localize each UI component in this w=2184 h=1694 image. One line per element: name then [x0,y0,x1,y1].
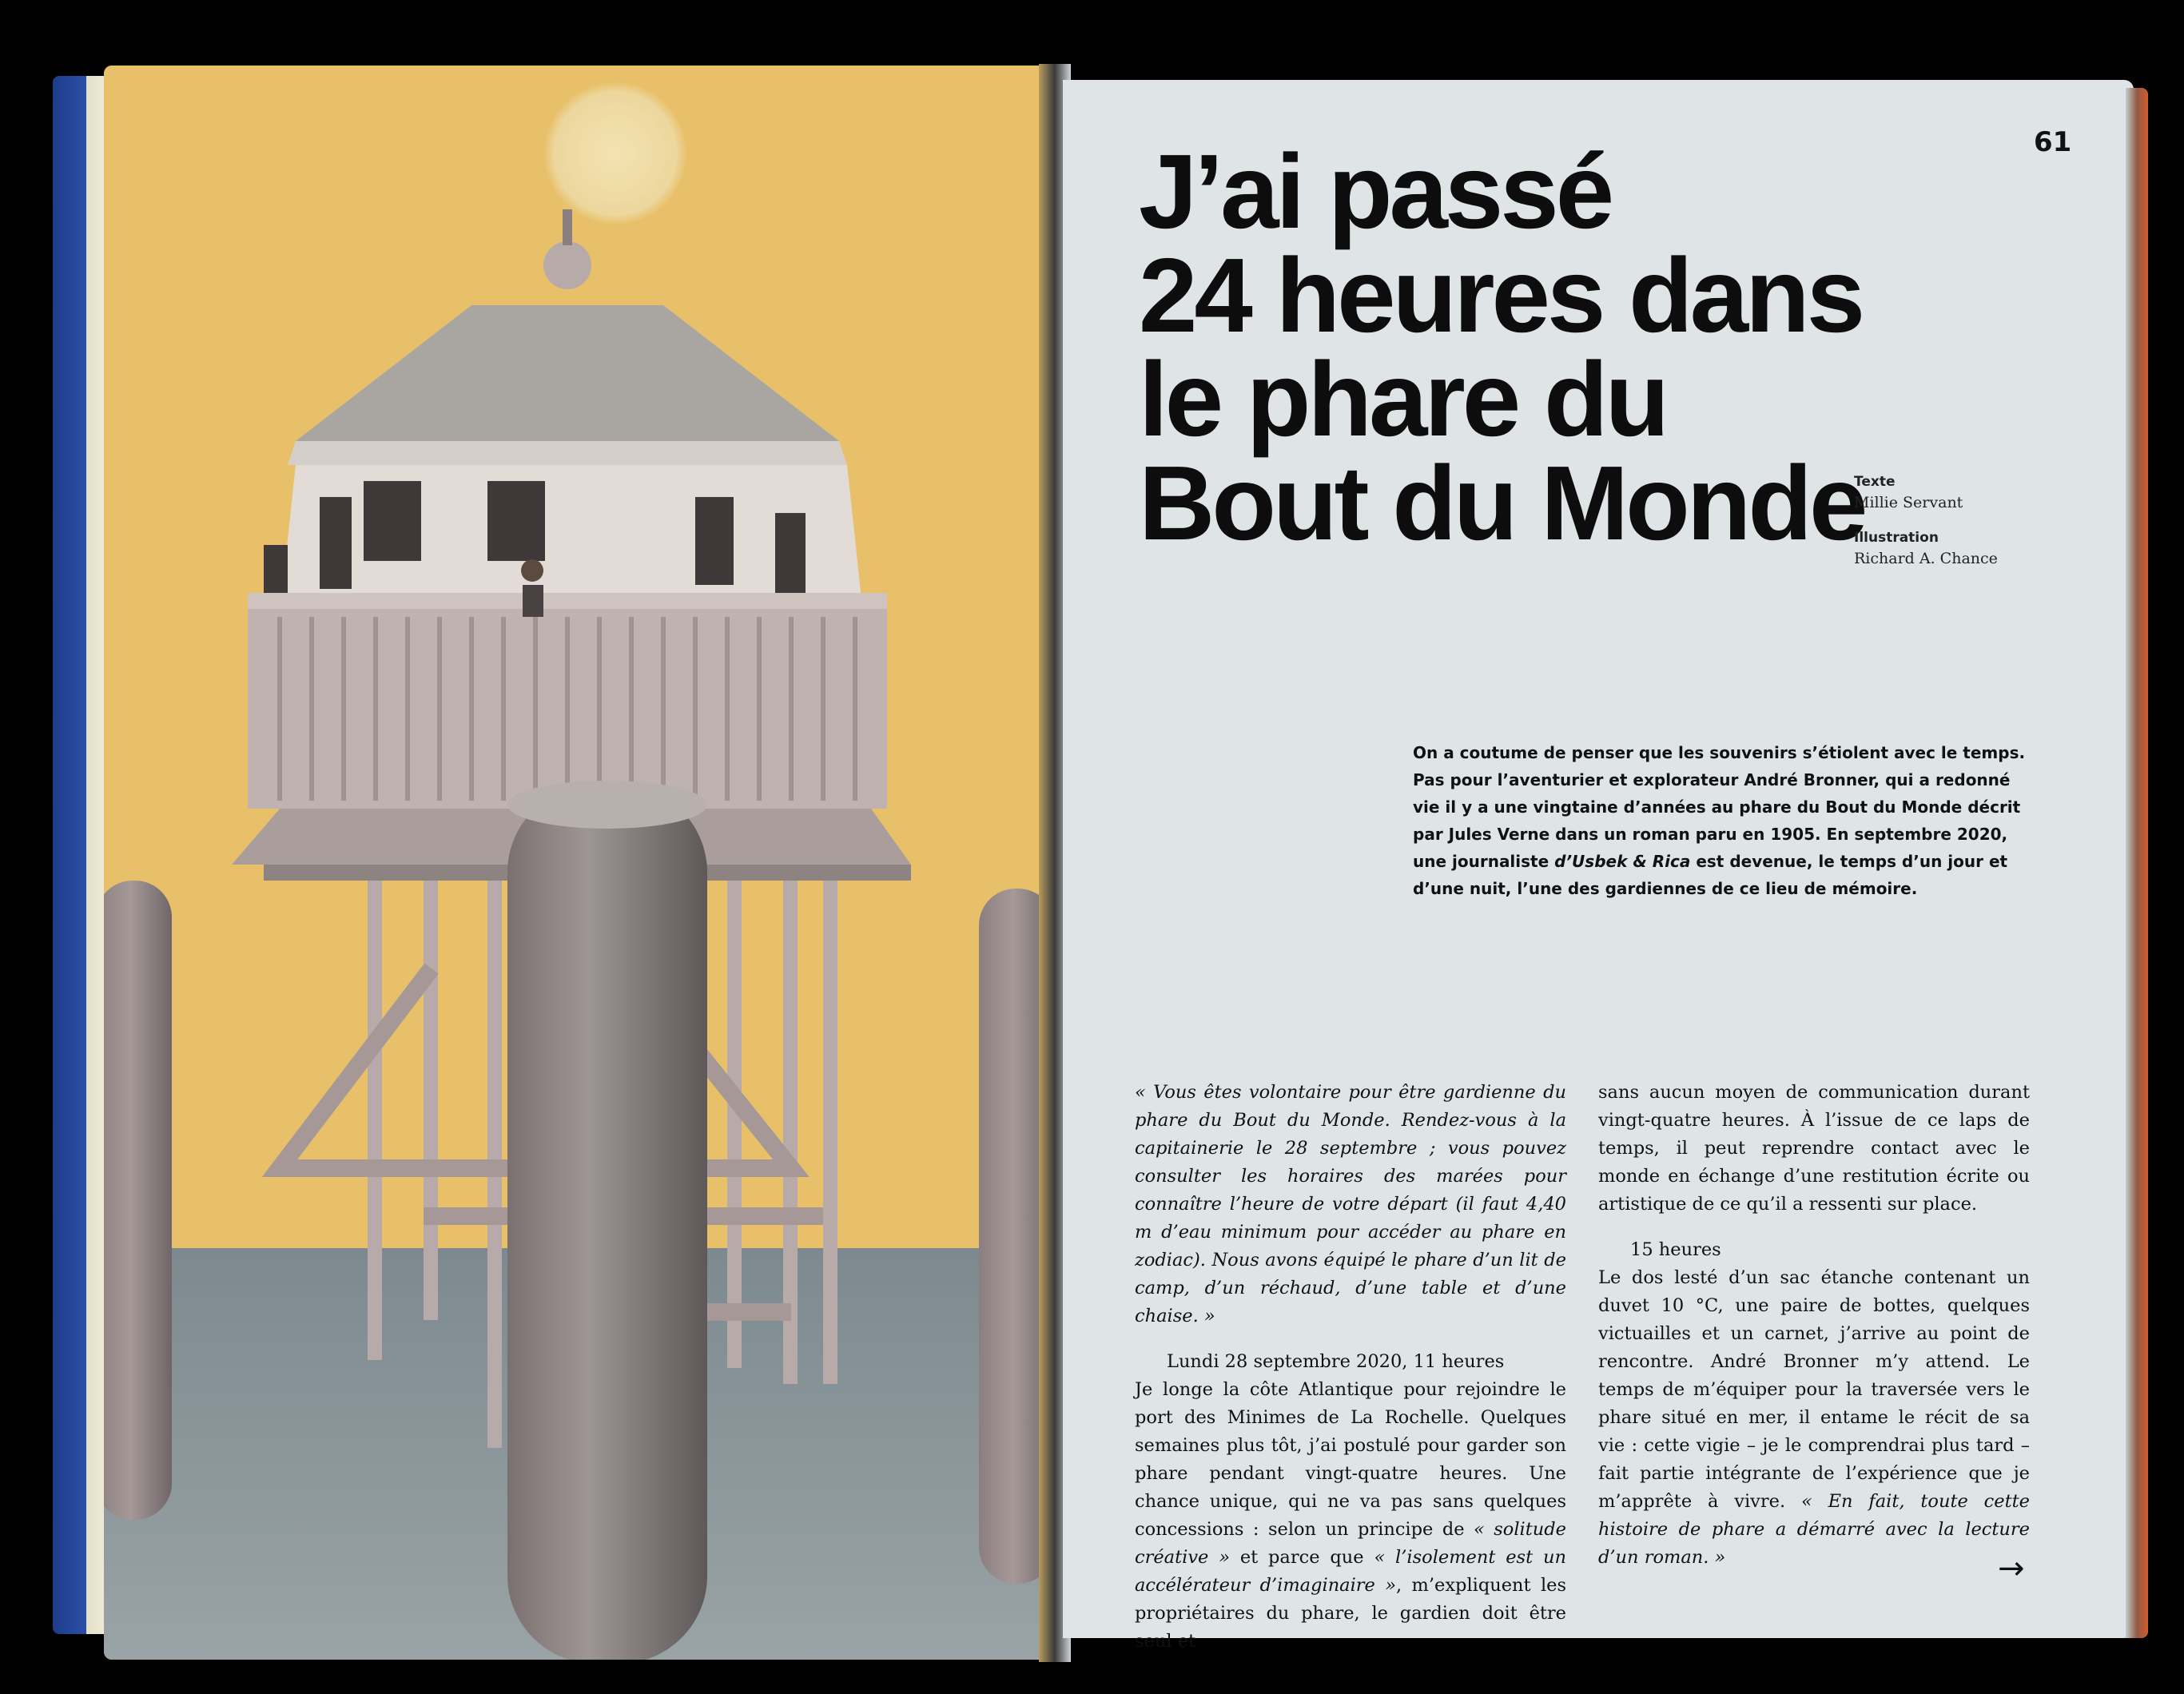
keeper-figure [521,559,543,617]
continue-arrow-icon: → [1998,1550,2025,1587]
title-line: Bout du Monde [1139,444,1865,562]
credit-text-name: Millie Servant [1854,494,1963,511]
paragraph [1135,1376,1566,1656]
intro-text-end: est devenue, le temps d’un jour et d’une nuit, l’une des gardiennes de ce lieu de mémoire. [1413,852,2008,898]
paragraph [1598,1264,2030,1572]
intro-text: On a coutume de penser que les souvenirs s’étiolent avec le temps. Pas pour l’aventurier et explorateur André Bronner, qui a redonné vie il y a une vingtaine d’années au phare du Bout du Monde décrit par Jules Verne dans un roman paru en 1905. En septembre 2020, une journaliste [1413,743,2026,871]
sun [543,82,687,225]
credit-illustration-label: Illustration [1854,530,1939,546]
opening-quote: « Vous êtes volontaire pour être gardienne du phare du Bout du Monde. Rendez-vous à la capitainerie le 28 septembre ; vous pouvez consulter les horaires des marées pour connaître l’heure de votre départ (il faut 4,40 m d’eau minimum pour accéder au phare en zodiac). Nous avons équipé le phare d’un lit de camp, d’un réchaud, d’une table et d’une chaise. » [1135,1082,1566,1326]
subhead-monday: Lundi 28 septembre 2020, 11 heures [1167,1351,1505,1372]
pillar-right [979,889,1043,1584]
text-run: , m’expliquent les propriétaires du phare, le gardien doit être seul et [1135,1575,1567,1652]
article-title [1139,133,1898,562]
page-number: 61 [2034,126,2072,158]
intro-magazine-name: d’Usbek & Rica [1554,852,1691,871]
quote-run: « l’isolement est un accélérateur d’imaginaire » [1135,1547,1566,1596]
quote-run: « En fait, toute cette histoire de phare a démarré avec la lecture d’un roman. » [1598,1491,2030,1568]
text-run: Le dos lesté d’un sac étanche contenant un duvet 10 °C, une paire de bottes, quelques victuailles et un carnet, j’arrive au point de rencontre. André Bronner m’y attend. Le temps de m’équiper pour la traversée vers le phare situé en mer, il entame le récit de sa vie : cette vigie – je le comprendrai plus tard – fait partie intégrante de l’expérience que je m’apprête à vivre. [1598,1267,2030,1512]
article-column-2 [1598,1079,2030,1572]
page-stack-edge [2126,88,2148,1638]
illustration-page [104,66,1043,1660]
magazine-cover-edge [53,76,109,1634]
roof-finial [543,241,591,289]
pillar-front [507,785,707,1660]
title-line: le phare du [1139,340,1667,458]
paragraph: sans aucun moyen de communication durant vingt-quatre heures. À l’issue de ce laps de temps, il peut reprendre contact avec le monde en échange d’une restitution écrite ou artistique de ce qu’il a ressenti sur place. [1598,1082,2030,1215]
title-line: 24 heures dans [1139,237,1863,354]
balcony-railing [248,593,887,809]
credit-illustration-name: Richard A. Chance [1854,550,1998,567]
article-intro [1413,739,2036,902]
text-run: et parce que [1229,1547,1374,1568]
subhead-15h: 15 heures [1630,1239,1721,1260]
quote-run: « solitude créative » [1135,1519,1566,1568]
title-line: J’ai passé [1139,133,1612,250]
pillar-left [104,881,172,1520]
article-column-1 [1135,1079,1566,1656]
credits [1854,471,1998,583]
text-run: Je longe la côte Atlantique pour rejoindre le port des Minimes de La Rochelle. Quelques semaines plus tôt, j’ai postulé pour garder son phare pendant vingt-quatre heures. Une chance unique, qui ne va pas sans quelques concessions : selon un principe de [1135,1379,1566,1540]
credit-text-label: Texte [1854,474,1896,490]
lighthouse-illustration [104,66,1043,1660]
